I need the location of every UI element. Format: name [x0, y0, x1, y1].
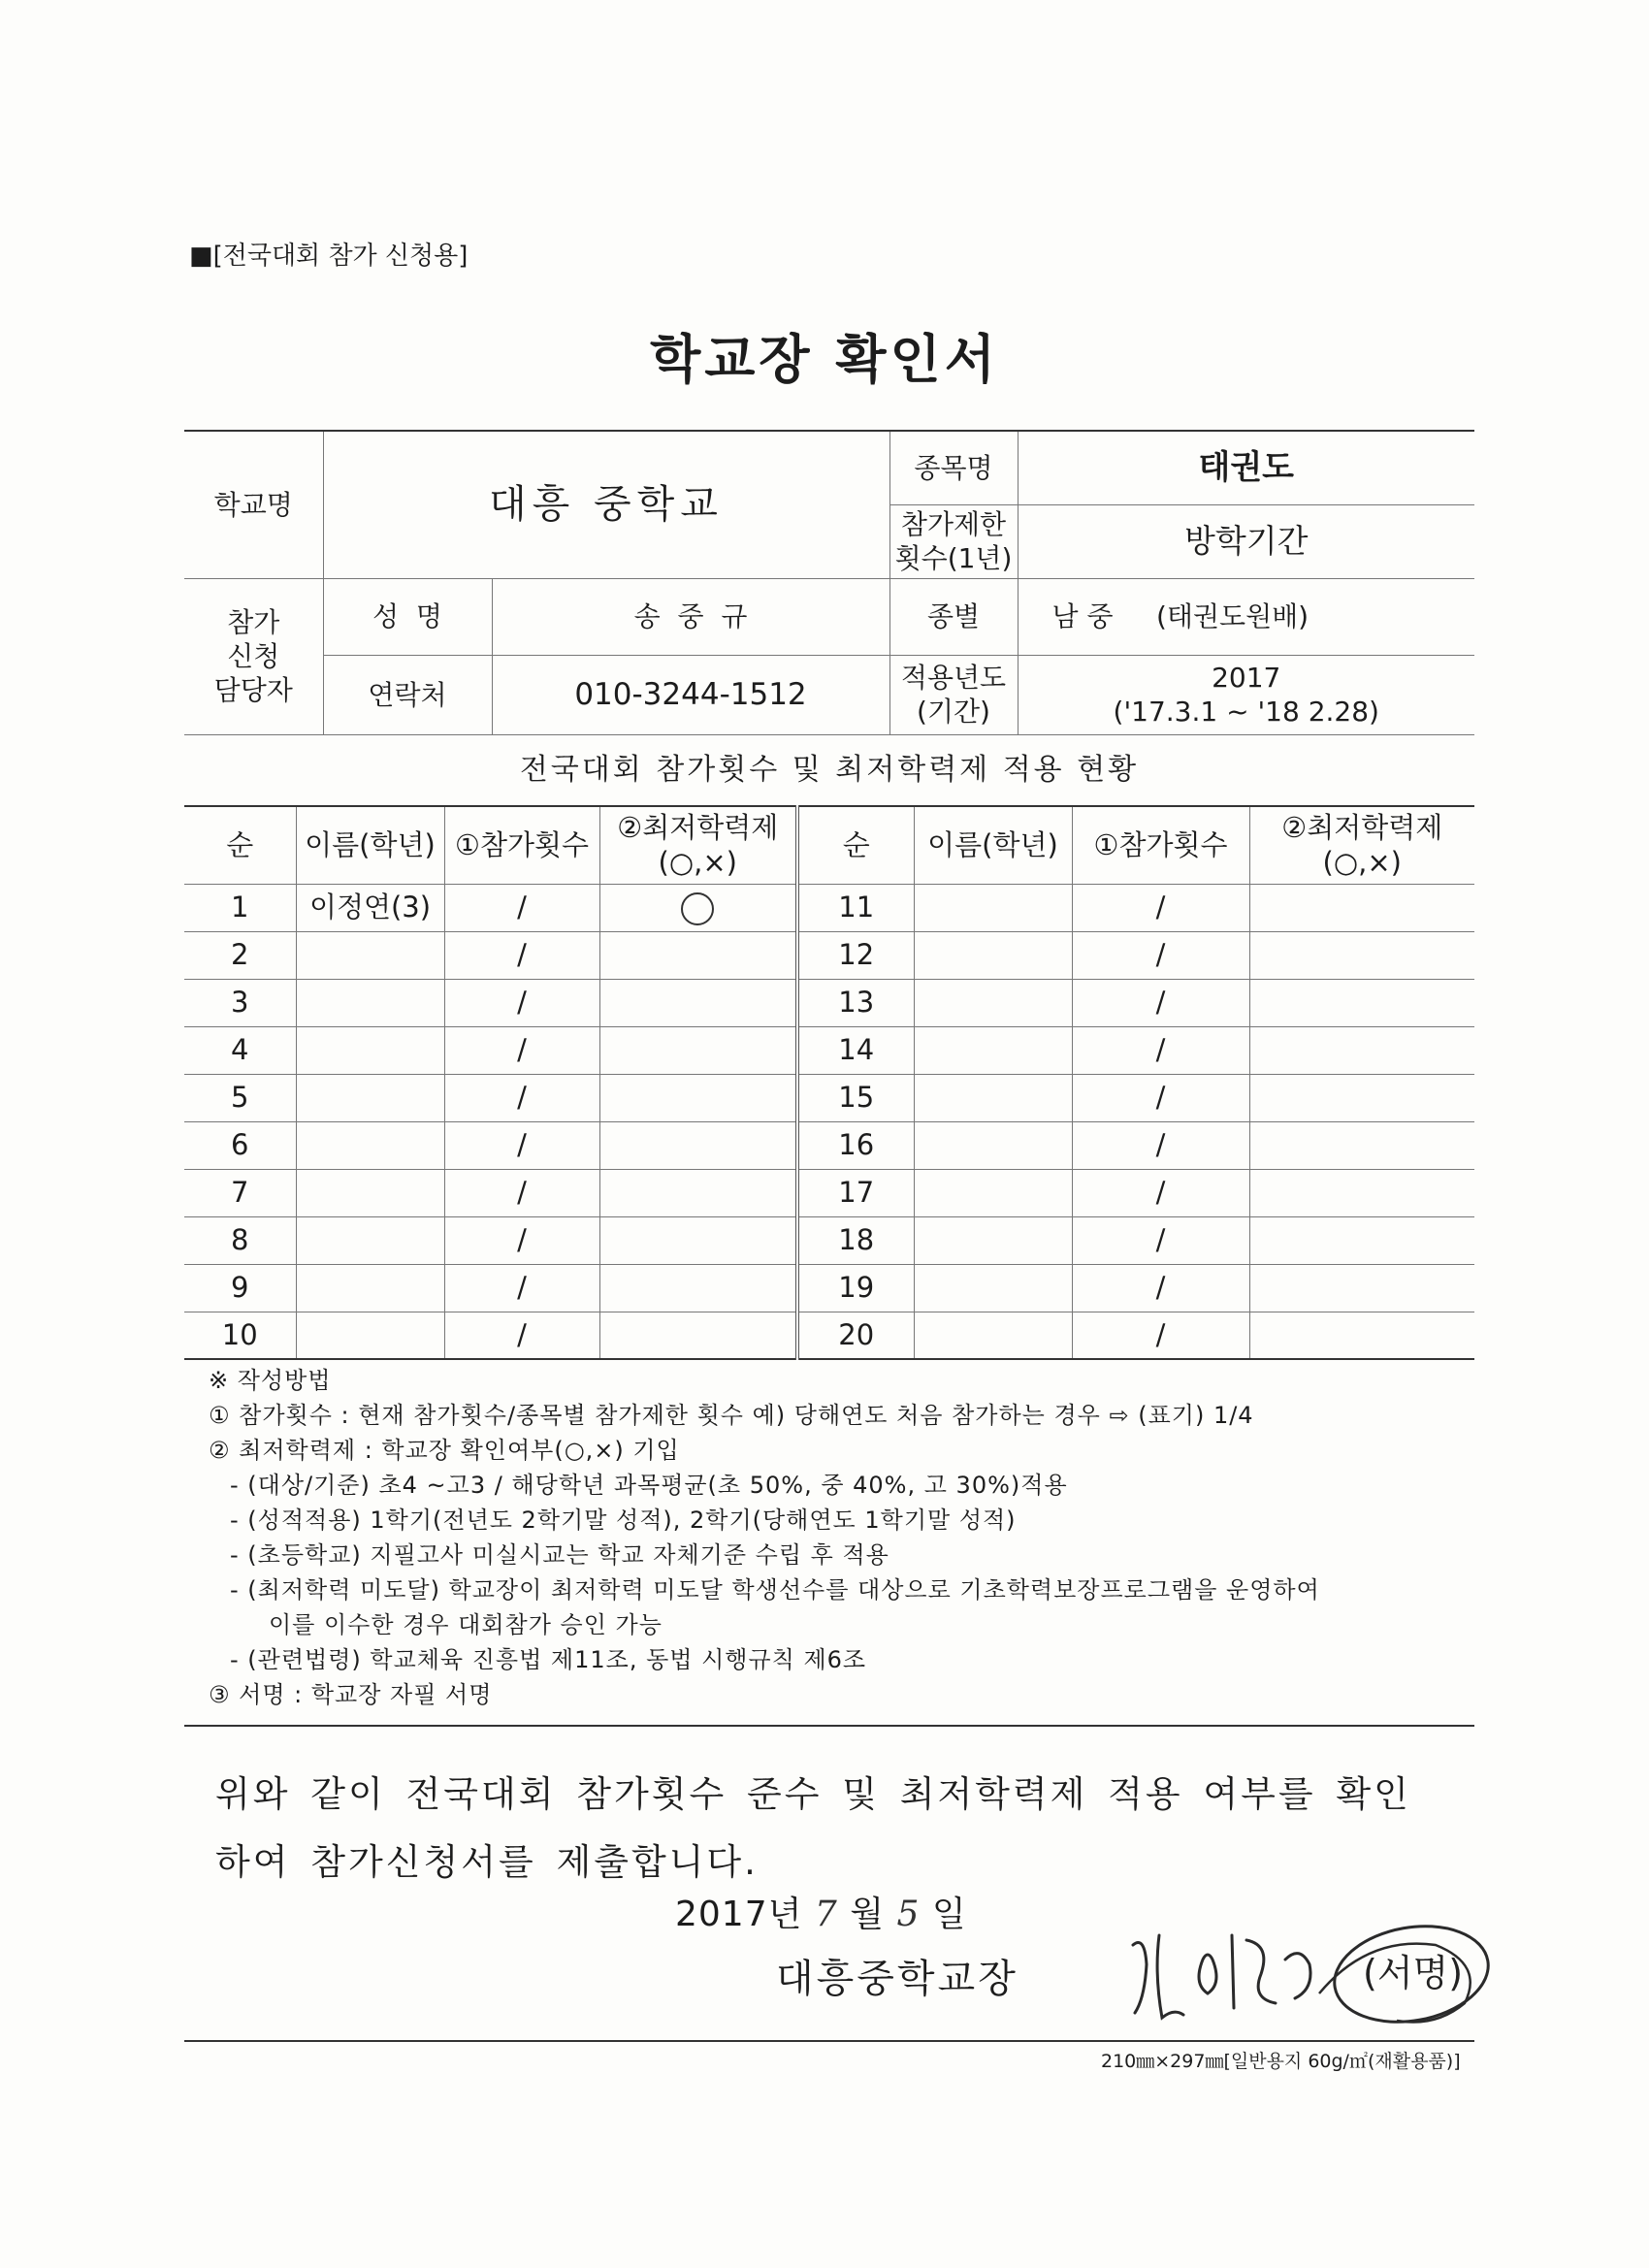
- sport-label: 종목명: [889, 431, 1018, 504]
- min-academic-mark: [599, 884, 797, 931]
- student-name: [914, 1074, 1072, 1121]
- student-name: [296, 1169, 444, 1216]
- category-label: 종별: [889, 578, 1018, 655]
- page-title: 학교장 확인서: [650, 329, 999, 390]
- manager-label-line1: 참가: [227, 606, 280, 638]
- row-number: 2: [184, 931, 296, 979]
- paper-spec: 210㎜×297㎜[일반용지 60g/㎡(재활용품)]: [1101, 2051, 1461, 2072]
- note-3: ③ 서명 : 학교장 자필 서명: [209, 1681, 493, 1708]
- declaration: [215, 1761, 1476, 1896]
- contact-value: 010-3244-1512: [492, 655, 889, 734]
- participation-count: /: [444, 1026, 599, 1074]
- table-row: [184, 1264, 1474, 1312]
- row-number: 5: [184, 1074, 296, 1121]
- sign-label: (서명): [1363, 1952, 1464, 1994]
- min-academic-mark: [599, 1216, 797, 1264]
- student-name: [296, 1026, 444, 1074]
- min-academic-mark: [1249, 1121, 1474, 1169]
- participation-count: /: [444, 1121, 599, 1169]
- note-2: ② 최저학력제 : 학교장 확인여부(○,×) 기입: [209, 1437, 680, 1464]
- year-label-line1: 적용년도: [900, 662, 1007, 694]
- min-academic-mark: [1249, 931, 1474, 979]
- row-number: 1: [184, 884, 296, 931]
- min-academic-mark: [599, 979, 797, 1026]
- table-row: [184, 931, 1474, 979]
- principal-title: 대흥중학교장: [776, 1957, 1018, 2001]
- participation-count: /: [444, 931, 599, 979]
- name-value: 송 중 규: [492, 578, 889, 655]
- table-row: [184, 1121, 1474, 1169]
- participation-count: /: [1072, 979, 1249, 1026]
- min-academic-mark: [599, 1074, 797, 1121]
- student-name: [296, 1074, 444, 1121]
- participation-count: /: [1072, 1121, 1249, 1169]
- col-no-header: 순: [184, 806, 296, 884]
- row-number: 6: [184, 1121, 296, 1169]
- student-name: [914, 1121, 1072, 1169]
- circle-mark-icon: [681, 892, 714, 925]
- table-row: [184, 979, 1474, 1026]
- participation-count: /: [444, 979, 599, 1026]
- participation-count: /: [1072, 931, 1249, 979]
- row-number: 9: [184, 1264, 296, 1312]
- min-academic-mark: [599, 931, 797, 979]
- row-number: 13: [797, 979, 914, 1026]
- row-number: 14: [797, 1026, 914, 1074]
- participation-count: /: [1072, 1216, 1249, 1264]
- student-name: [296, 1264, 444, 1312]
- participation-count: /: [444, 884, 599, 931]
- participation-count: /: [1072, 1026, 1249, 1074]
- limit-label-line2: 횟수(1년): [894, 542, 1013, 574]
- col-min-header-line2: (○,×): [658, 846, 737, 880]
- row-number: 4: [184, 1026, 296, 1074]
- date-month: 7: [814, 1895, 838, 1934]
- min-academic-mark: [599, 1026, 797, 1074]
- declaration-line2: 하여 참가신청서를 제출합니다.: [215, 1841, 759, 1883]
- col-name-header: 이름(학년): [914, 806, 1072, 884]
- instructions-heading: ※ 작성방법: [209, 1367, 332, 1394]
- handwritten-signature: [1116, 1906, 1504, 2032]
- min-academic-mark: [599, 1312, 797, 1359]
- col-name-header: 이름(학년): [296, 806, 444, 884]
- col-no-header: 순: [797, 806, 914, 884]
- note-2-sub-3: - (초등학교) 지필고사 미실시교는 학교 자체기준 수립 후 적용: [230, 1541, 889, 1569]
- manager-label: [184, 578, 323, 734]
- contact-label: 연락처: [323, 655, 492, 734]
- student-name: [296, 931, 444, 979]
- student-name: [914, 1216, 1072, 1264]
- student-name: [914, 1026, 1072, 1074]
- col-count-header: ①참가횟수: [1072, 806, 1249, 884]
- row-number: 12: [797, 931, 914, 979]
- section-title: 전국대회 참가횟수 및 최저학력제 적용 현황: [519, 753, 1140, 787]
- row-number: 3: [184, 979, 296, 1026]
- manager-label-line2: 신청: [227, 640, 280, 672]
- declaration-line1: 위와 같이 전국대회 참가횟수 준수 및 최저학력제 적용 여부를 확인: [215, 1773, 1411, 1815]
- table-row: [184, 1216, 1474, 1264]
- student-name: [296, 1312, 444, 1359]
- min-academic-mark: [1249, 1169, 1474, 1216]
- student-name: [914, 884, 1072, 931]
- participation-count: /: [444, 1312, 599, 1359]
- student-name: [296, 1216, 444, 1264]
- year-label: [889, 655, 1018, 734]
- row-number: 15: [797, 1074, 914, 1121]
- year-value-line2: ('17.3.1 ~ '18 2.28): [1113, 696, 1379, 728]
- participation-count: /: [444, 1216, 599, 1264]
- note-2-sub-4: - (최저학력 미도달) 학교장이 최저학력 미도달 학생선수를 대상으로 기초학력보장프로그램을 운영하여: [230, 1576, 1320, 1604]
- note-2-sub-2: - (성적적용) 1학기(전년도 2학기말 성적), 2학기(당해연도 1학기말 성적): [230, 1507, 1017, 1534]
- col-min-header: [1249, 806, 1474, 884]
- student-name: 이정연(3): [296, 884, 444, 931]
- student-name: [914, 1312, 1072, 1359]
- student-name: [914, 931, 1072, 979]
- footer-divider: [184, 2040, 1474, 2042]
- note-2-sub-1: - (대상/기준) 초4 ~고3 / 해당학년 과목평균(초 50%, 중 40%, 고 30%)적용: [230, 1472, 1068, 1499]
- participation-count: /: [1072, 1169, 1249, 1216]
- limit-label: [889, 504, 1018, 578]
- table-row: [184, 1074, 1474, 1121]
- participation-count: /: [1072, 1264, 1249, 1312]
- row-number: 16: [797, 1121, 914, 1169]
- note-1: ① 참가횟수 : 현재 참가횟수/종목별 참가제한 횟수 예) 당해연도 처음 참가하는 경우 ⇨ (표기) 1/4: [209, 1402, 1254, 1429]
- min-academic-mark: [599, 1169, 797, 1216]
- instructions: [209, 1363, 1489, 1712]
- participation-count: /: [444, 1264, 599, 1312]
- sport-value: 태권도: [1018, 431, 1474, 504]
- student-name: [296, 979, 444, 1026]
- col-min-header-line1: ②최저학력제: [617, 811, 779, 844]
- category-value: 남 중 (태권도원배): [1018, 578, 1474, 655]
- manager-label-line3: 담당자: [213, 674, 293, 706]
- participation-table: [184, 805, 1474, 1360]
- note-2-sub-5: - (관련법령) 학교체육 진흥법 제11조, 동법 시행규칙 제6조: [230, 1646, 867, 1673]
- min-academic-mark: [1249, 884, 1474, 931]
- participation-count: /: [444, 1074, 599, 1121]
- row-number: 11: [797, 884, 914, 931]
- min-academic-mark: [1249, 1026, 1474, 1074]
- student-name: [914, 1169, 1072, 1216]
- table-row: [184, 1169, 1474, 1216]
- school-value: 대흥 중학교: [323, 431, 889, 578]
- limit-label-line1: 참가제한: [900, 508, 1007, 540]
- row-number: 19: [797, 1264, 914, 1312]
- date-day: 5: [896, 1895, 921, 1934]
- min-academic-mark: [1249, 1264, 1474, 1312]
- school-label: 학교명: [184, 431, 323, 578]
- min-academic-mark: [599, 1264, 797, 1312]
- min-academic-mark: [1249, 1216, 1474, 1264]
- min-academic-mark: [1249, 979, 1474, 1026]
- table-row: [184, 884, 1474, 931]
- date-day-unit: 일: [931, 1895, 967, 1934]
- participation-count: /: [1072, 884, 1249, 931]
- year-value: [1018, 655, 1474, 734]
- col-min-header: [599, 806, 797, 884]
- info-table: [184, 430, 1474, 735]
- date-month-unit: 월: [850, 1895, 885, 1934]
- participation-count: /: [1072, 1312, 1249, 1359]
- year-value-line1: 2017: [1212, 662, 1281, 694]
- col-min-header-line2: (○,×): [1322, 846, 1402, 880]
- divider: [184, 1725, 1474, 1727]
- student-name: [296, 1121, 444, 1169]
- limit-value: 방학기간: [1018, 504, 1474, 578]
- col-min-header-line1: ②최저학력제: [1281, 811, 1443, 844]
- min-academic-mark: [599, 1121, 797, 1169]
- table-row: [184, 1312, 1474, 1359]
- student-name: [914, 1264, 1072, 1312]
- form-type-tag: ■[전국대회 참가 신청용]: [189, 242, 469, 271]
- min-academic-mark: [1249, 1312, 1474, 1359]
- row-number: 20: [797, 1312, 914, 1359]
- row-number: 8: [184, 1216, 296, 1264]
- row-number: 18: [797, 1216, 914, 1264]
- row-number: 17: [797, 1169, 914, 1216]
- row-number: 7: [184, 1169, 296, 1216]
- year-label-line2: (기간): [917, 696, 990, 728]
- date-year: 2017년: [675, 1895, 803, 1934]
- col-count-header: ①참가횟수: [444, 806, 599, 884]
- date-line: [675, 1887, 967, 1936]
- note-2-sub-4-cont: 이를 이수한 경우 대회참가 승인 가능: [269, 1611, 663, 1638]
- name-label: 성 명: [323, 578, 492, 655]
- min-academic-mark: [1249, 1074, 1474, 1121]
- participation-count: /: [1072, 1074, 1249, 1121]
- row-number: 10: [184, 1312, 296, 1359]
- participation-count: /: [444, 1169, 599, 1216]
- student-name: [914, 979, 1072, 1026]
- table-row: [184, 1026, 1474, 1074]
